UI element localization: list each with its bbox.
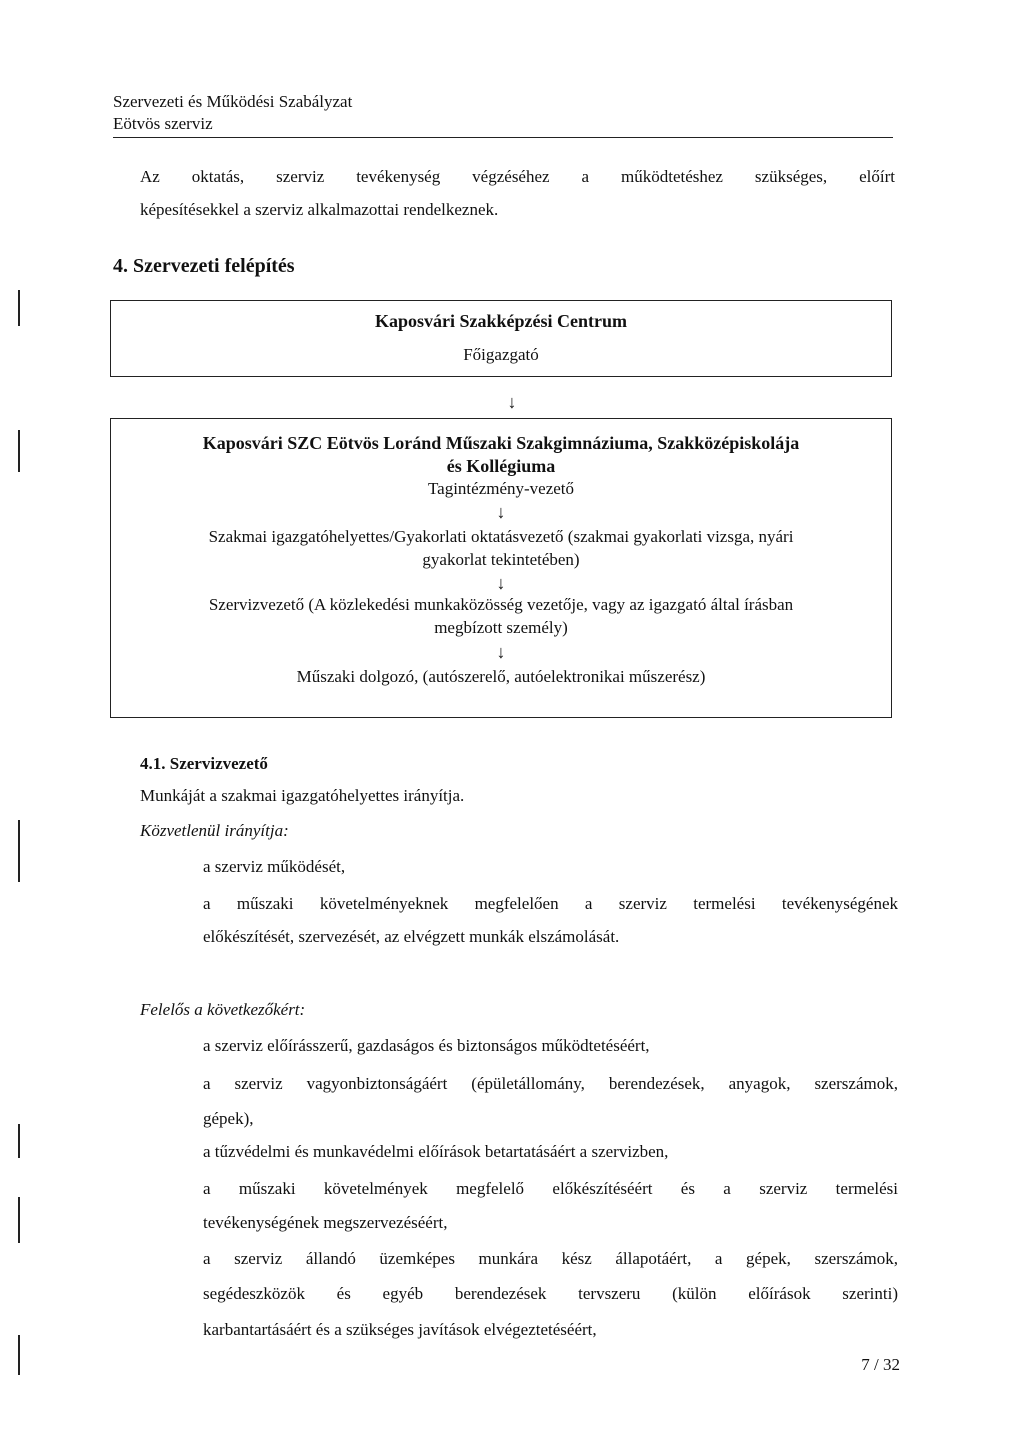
org-top-title: Kaposvári Szakképzési Centrum [375, 311, 627, 331]
org-box-school [110, 418, 892, 718]
margin-marker [18, 820, 20, 882]
org-school-line-2: és Kollégiuma [446, 456, 556, 476]
list-item: a tűzvédelmi és munkavédelmi előírások betartatásáért a szervizben, [203, 1142, 669, 1161]
org-deputy-line-2: gyakorlat tekintetében) [422, 550, 580, 569]
margin-marker [18, 1335, 20, 1375]
direct-label: Közvetlenül irányítja: [140, 821, 289, 840]
down-arrow-icon: ↓ [496, 502, 506, 522]
org-school-role: Tagintézmény-vezető [427, 479, 575, 498]
margin-marker [18, 1197, 20, 1243]
down-arrow-icon: ↓ [507, 392, 517, 412]
document-subtitle: Eötvös szerviz [113, 114, 213, 133]
list-item: karbantartásáért és a szükséges javítások elvégeztetéséért, [203, 1320, 597, 1339]
list-item: a szerviz állandó üzemképes munkára kész állapotáért, a gépek, szerszámok, [203, 1249, 898, 1268]
responsibility-label: Felelős a következőkért: [140, 1000, 306, 1019]
document-title: Szervezeti és Működési Szabályzat [113, 92, 353, 111]
org-school-line-1: Kaposvári SZC Eötvös Loránd Műszaki Szakgimnáziuma, Szakközépiskolája [202, 433, 800, 453]
down-arrow-icon: ↓ [496, 573, 506, 593]
org-staff: Műszaki dolgozó, (autószerelő, autóelektronikai műszerész) [296, 667, 706, 686]
org-box-centrum [110, 300, 892, 377]
list-item: a szerviz előírásszerű, gazdaságos és biztonságos működtetéséért, [203, 1036, 650, 1055]
list-item: gépek), [203, 1109, 254, 1128]
header-divider [113, 137, 893, 138]
intro-line-2: képesítésekkel a szerviz alkalmazottai rendelkeznek. [140, 200, 499, 219]
list-item: segédeszközök és egyéb berendezések tervszeru (külön előírások szerinti) [203, 1284, 898, 1303]
list-item: a szerviz vagyonbiztonságáért (épületállomány, berendezések, anyagok, szerszámok, [203, 1074, 898, 1093]
org-manager-line-2: megbízott személy) [434, 618, 568, 637]
list-item: a műszaki követelményeknek megfelelően a szerviz termelési tevékenységének [203, 894, 898, 913]
section-4-1-heading: 4.1. Szervizvezető [140, 754, 268, 773]
down-arrow-icon: ↓ [496, 642, 506, 662]
intro-line-1: Az oktatás, szerviz tevékenység végzéséhez a működtetéshez szükséges, előírt [140, 167, 895, 186]
margin-marker [18, 1124, 20, 1158]
org-deputy-line-1: Szakmai igazgatóhelyettes/Gyakorlati oktatásvezető (szakmai gyakorlati vizsga, nyári [208, 527, 794, 546]
list-item: a műszaki követelmények megfelelő előkészítéséért és a szerviz termelési [203, 1179, 898, 1198]
list-item: előkészítését, szervezését, az elvégzett munkák elszámolását. [203, 927, 620, 946]
list-item: tevékenységének megszervezéséért, [203, 1213, 448, 1232]
supervised-by: Munkáját a szakmai igazgatóhelyettes irányítja. [140, 786, 465, 805]
section-4-heading: 4. Szervezeti felépítés [113, 255, 295, 277]
margin-marker [18, 430, 20, 472]
margin-marker [18, 290, 20, 326]
page-number: 7 / 32 [861, 1355, 900, 1374]
org-manager-line-1: Szervizvezető (A közlekedési munkaközösség vezetője, vagy az igazgató által írásban [208, 595, 794, 614]
list-item: a szerviz működését, [203, 857, 346, 876]
org-top-role: Főigazgató [463, 345, 539, 364]
